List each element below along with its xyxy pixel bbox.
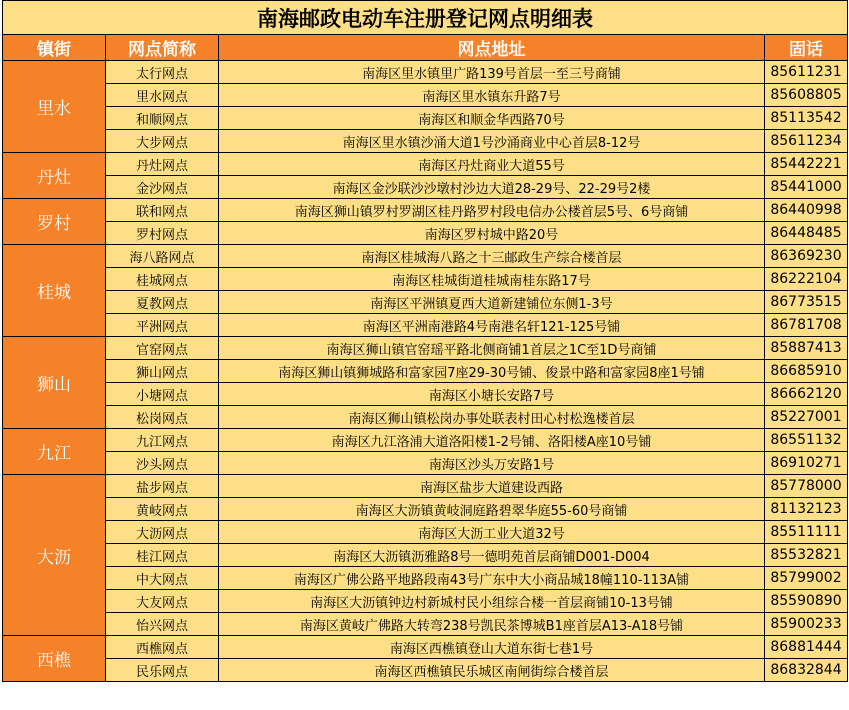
outlet-name-cell: 海八路网点: [106, 245, 219, 268]
table-row: [3, 84, 848, 107]
town-cell: 丹灶: [3, 153, 106, 199]
outlet-name-cell: 民乐网点: [106, 659, 219, 682]
phone-cell: 86440998: [765, 199, 848, 222]
table-row: [3, 475, 848, 498]
address-cell: 南海区西樵镇登山大道东街七巷1号: [219, 636, 765, 659]
header-row: [3, 35, 848, 61]
table-row: [3, 291, 848, 314]
address-cell: 南海区平洲镇夏西大道新建铺位东侧1-3号: [219, 291, 765, 314]
outlet-name-cell: 和顺网点: [106, 107, 219, 130]
table-title: 南海邮政电动车注册登记网点明细表: [3, 1, 848, 35]
address-cell: 南海区大沥镇沥雅路8号一德明苑首层商铺D001-D004: [219, 544, 765, 567]
outlet-name-cell: 怡兴网点: [106, 613, 219, 636]
outlet-name-cell: 丹灶网点: [106, 153, 219, 176]
outlet-name-cell: 夏教网点: [106, 291, 219, 314]
table-row: [3, 567, 848, 590]
outlet-name-cell: 黄岐网点: [106, 498, 219, 521]
table-row: [3, 521, 848, 544]
table-row: [3, 199, 848, 222]
phone-cell: 85113542: [765, 107, 848, 130]
table-row: [3, 360, 848, 383]
outlet-name-cell: 松岗网点: [106, 406, 219, 429]
outlet-name-cell: 大沥网点: [106, 521, 219, 544]
phone-cell: 85799002: [765, 567, 848, 590]
address-cell: 南海区金沙联沙沙墩村沙边大道28-29号、22-29号2楼: [219, 176, 765, 199]
table-row: [3, 452, 848, 475]
address-cell: 南海区里水镇里广路139号首层一至三号商铺: [219, 61, 765, 84]
address-cell: 南海区狮山镇狮城路和富家园7座29-30号铺、俊景中路和富家园8座1号铺: [219, 360, 765, 383]
phone-cell: 85227001: [765, 406, 848, 429]
table-row: [3, 406, 848, 429]
header-phone: 固话: [765, 35, 848, 61]
address-cell: 南海区罗村城中路20号: [219, 222, 765, 245]
outlet-name-cell: 九江网点: [106, 429, 219, 452]
table-row: [3, 590, 848, 613]
address-cell: 南海区西樵镇民乐城区南闸街综合楼首层: [219, 659, 765, 682]
outlet-name-cell: 沙头网点: [106, 452, 219, 475]
table-row: [3, 107, 848, 130]
outlet-name-cell: 联和网点: [106, 199, 219, 222]
phone-cell: 86832844: [765, 659, 848, 682]
phone-cell: 81132123: [765, 498, 848, 521]
phone-cell: 86369230: [765, 245, 848, 268]
town-cell: 九江: [3, 429, 106, 475]
address-cell: 南海区大沥镇钟边村新城村民小组综合楼一首层商铺10-13号铺: [219, 590, 765, 613]
phone-cell: 85900233: [765, 613, 848, 636]
table-row: [3, 268, 848, 291]
outlet-name-cell: 盐步网点: [106, 475, 219, 498]
phone-cell: 86222104: [765, 268, 848, 291]
phone-cell: 86881444: [765, 636, 848, 659]
address-cell: 南海区狮山镇松岗办事处联表村田心村松逸楼首层: [219, 406, 765, 429]
address-cell: 南海区小塘长安路7号: [219, 383, 765, 406]
header-town: 镇街: [3, 35, 106, 61]
outlet-name-cell: 中大网点: [106, 567, 219, 590]
address-cell: 南海区里水镇东升路7号: [219, 84, 765, 107]
phone-cell: 86448485: [765, 222, 848, 245]
outlet-name-cell: 西樵网点: [106, 636, 219, 659]
address-cell: 南海区和顺金华西路70号: [219, 107, 765, 130]
town-cell: 里水: [3, 61, 106, 153]
address-cell: 南海区大沥镇黄岐洞庭路碧翠华庭55-60号商铺: [219, 498, 765, 521]
outlet-name-cell: 大步网点: [106, 130, 219, 153]
outlet-name-cell: 罗村网点: [106, 222, 219, 245]
address-cell: 南海区平洲南港路4号南港名轩121-125号铺: [219, 314, 765, 337]
table-row: [3, 314, 848, 337]
phone-cell: 85441000: [765, 176, 848, 199]
phone-cell: 86781708: [765, 314, 848, 337]
town-cell: 狮山: [3, 337, 106, 429]
address-cell: 南海区黄岐广佛路大转弯238号凯民茶博城B1座首层A13-A18号铺: [219, 613, 765, 636]
address-cell: 南海区桂城海八路之十三邮政生产综合楼首层: [219, 245, 765, 268]
outlet-name-cell: 里水网点: [106, 84, 219, 107]
table-row: [3, 61, 848, 84]
table-row: [3, 636, 848, 659]
phone-cell: 86551132: [765, 429, 848, 452]
outlet-name-cell: 狮山网点: [106, 360, 219, 383]
phone-cell: 85887413: [765, 337, 848, 360]
phone-cell: 85778000: [765, 475, 848, 498]
table-row: [3, 613, 848, 636]
table-row: [3, 245, 848, 268]
outlet-name-cell: 官窑网点: [106, 337, 219, 360]
address-cell: 南海区狮山镇罗村罗湖区桂丹路罗村段电信办公楼首层5号、6号商铺: [219, 199, 765, 222]
phone-cell: 86662120: [765, 383, 848, 406]
outlet-name-cell: 平洲网点: [106, 314, 219, 337]
town-cell: 罗村: [3, 199, 106, 245]
outlet-name-cell: 小塘网点: [106, 383, 219, 406]
table-row: [3, 659, 848, 682]
town-cell: 桂城: [3, 245, 106, 337]
outlet-name-cell: 大友网点: [106, 590, 219, 613]
phone-cell: 85608805: [765, 84, 848, 107]
phone-cell: 85511111: [765, 521, 848, 544]
outlet-name-cell: 桂江网点: [106, 544, 219, 567]
address-cell: 南海区里水镇沙涌大道1号沙涌商业中心首层8-12号: [219, 130, 765, 153]
phone-cell: 85532821: [765, 544, 848, 567]
address-cell: 南海区狮山镇官窑瑶平路北侧商铺1首层之1C至1D号商铺: [219, 337, 765, 360]
phone-cell: 85442221: [765, 153, 848, 176]
town-cell: 西樵: [3, 636, 106, 682]
phone-cell: 86685910: [765, 360, 848, 383]
address-cell: 南海区九江洛浦大道洛阳楼1-2号铺、洛阳楼A座10号铺: [219, 429, 765, 452]
address-cell: 南海区广佛公路平地路段南43号广东中大小商品城18幢110-113A铺: [219, 567, 765, 590]
outlet-name-cell: 桂城网点: [106, 268, 219, 291]
town-cell: 大沥: [3, 475, 106, 636]
phone-cell: 85611234: [765, 130, 848, 153]
address-cell: 南海区沙头万安路1号: [219, 452, 765, 475]
table-row: [3, 176, 848, 199]
table-row: [3, 429, 848, 452]
address-cell: 南海区丹灶商业大道55号: [219, 153, 765, 176]
table-row: [3, 383, 848, 406]
address-cell: 南海区大沥工业大道32号: [219, 521, 765, 544]
header-outlet-name: 网点简称: [106, 35, 219, 61]
table-row: [3, 222, 848, 245]
phone-cell: 85611231: [765, 61, 848, 84]
table-row: [3, 544, 848, 567]
table-row: [3, 498, 848, 521]
address-cell: 南海区桂城街道桂城南桂东路17号: [219, 268, 765, 291]
outlet-name-cell: 金沙网点: [106, 176, 219, 199]
phone-cell: 86910271: [765, 452, 848, 475]
table-row: [3, 130, 848, 153]
header-address: 网点地址: [219, 35, 765, 61]
address-cell: 南海区盐步大道建设西路: [219, 475, 765, 498]
phone-cell: 86773515: [765, 291, 848, 314]
table-row: [3, 153, 848, 176]
table-row: [3, 337, 848, 360]
outlet-table: [2, 0, 848, 682]
outlet-name-cell: 太行网点: [106, 61, 219, 84]
phone-cell: 85590890: [765, 590, 848, 613]
table-body: [3, 61, 848, 682]
